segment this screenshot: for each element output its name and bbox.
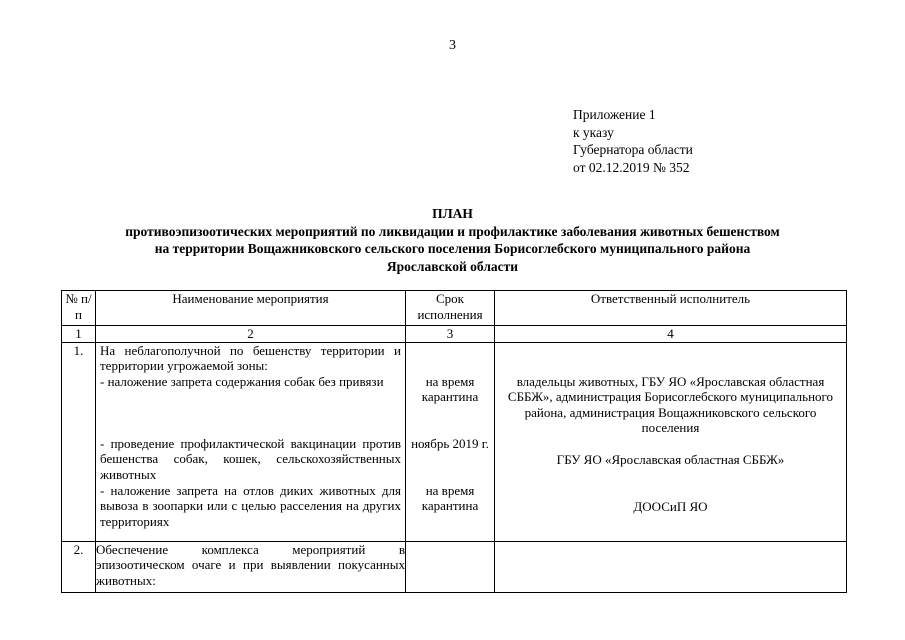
table-row	[62, 541, 847, 592]
activity-item-1: - наложение запрета содержания собак без привязи	[100, 373, 384, 389]
responsible-3: ДООСиП ЯО	[633, 498, 708, 514]
column-number-3: 3	[406, 326, 495, 343]
term-1: на время карантина	[421, 373, 479, 404]
row-activities	[96, 342, 406, 541]
table-row	[62, 342, 847, 541]
responsible-1: владельцы животных, ГБУ ЯО «Ярославская областная СББЖ», администрация Борисоглебского муниципального района, администрация Вощажниковского сельского поселения	[507, 373, 834, 435]
column-number-row	[62, 326, 847, 343]
header-responsible: Ответственный исполнитель	[495, 291, 847, 326]
responsible-2: ГБУ ЯО «Ярославская областная СББЖ»	[556, 451, 785, 467]
activity-item-3: - наложение запрета на отлов диких животных для вывоза в зоопарки или с целью расселения на других территориях	[100, 482, 401, 529]
plan-heading	[40, 205, 865, 275]
header-term: Срок исполнения	[406, 291, 495, 326]
page-number: 3	[449, 38, 456, 53]
row-terms	[406, 541, 495, 592]
term-3: на время карантина	[421, 482, 479, 513]
header-name: Наименование мероприятия	[96, 291, 406, 326]
row-activities: Обеспечение комплекса мероприятий в эпизоотическом очаге и при выявлении покусанных животных:	[96, 541, 406, 592]
appendix-line-3: Губернатора области	[573, 142, 693, 157]
table-header-row	[62, 291, 847, 326]
appendix-line-1: Приложение 1	[573, 107, 656, 122]
header-number: № п/п	[62, 291, 96, 326]
appendix-line-4: от 02.12.2019 № 352	[573, 159, 690, 175]
row-responsible	[495, 541, 847, 592]
column-number-1: 1	[62, 326, 96, 343]
appendix-line-2: к указу	[573, 124, 614, 140]
row-terms	[406, 342, 495, 541]
plan-subtitle-line-2: на территории Вощажниковского сельского поселения Борисоглебского муниципального района	[154, 241, 751, 256]
plan-subtitle-line-1: противоэпизоотических мероприятий по ликвидации и профилактике заболевания животных бешенством	[125, 223, 780, 239]
appendix-block	[573, 106, 693, 176]
activity-item-2: - проведение профилактической вакцинации против бешенства собак, кошек, сельскохозяйственных животных	[100, 435, 401, 482]
term-2: ноябрь 2019 г.	[411, 435, 489, 451]
column-number-4: 4	[495, 326, 847, 343]
row-responsible	[495, 342, 847, 541]
plan-table	[61, 290, 847, 593]
activity-intro: На неблагополучной по бешенству территории и территории угрожаемой зоны:	[100, 342, 401, 373]
column-number-2: 2	[96, 326, 406, 343]
plan-title: ПЛАН	[432, 206, 473, 221]
row-number: 1.	[62, 342, 96, 541]
plan-subtitle-line-3: Ярославской области	[386, 258, 519, 274]
row-number: 2.	[62, 541, 96, 592]
